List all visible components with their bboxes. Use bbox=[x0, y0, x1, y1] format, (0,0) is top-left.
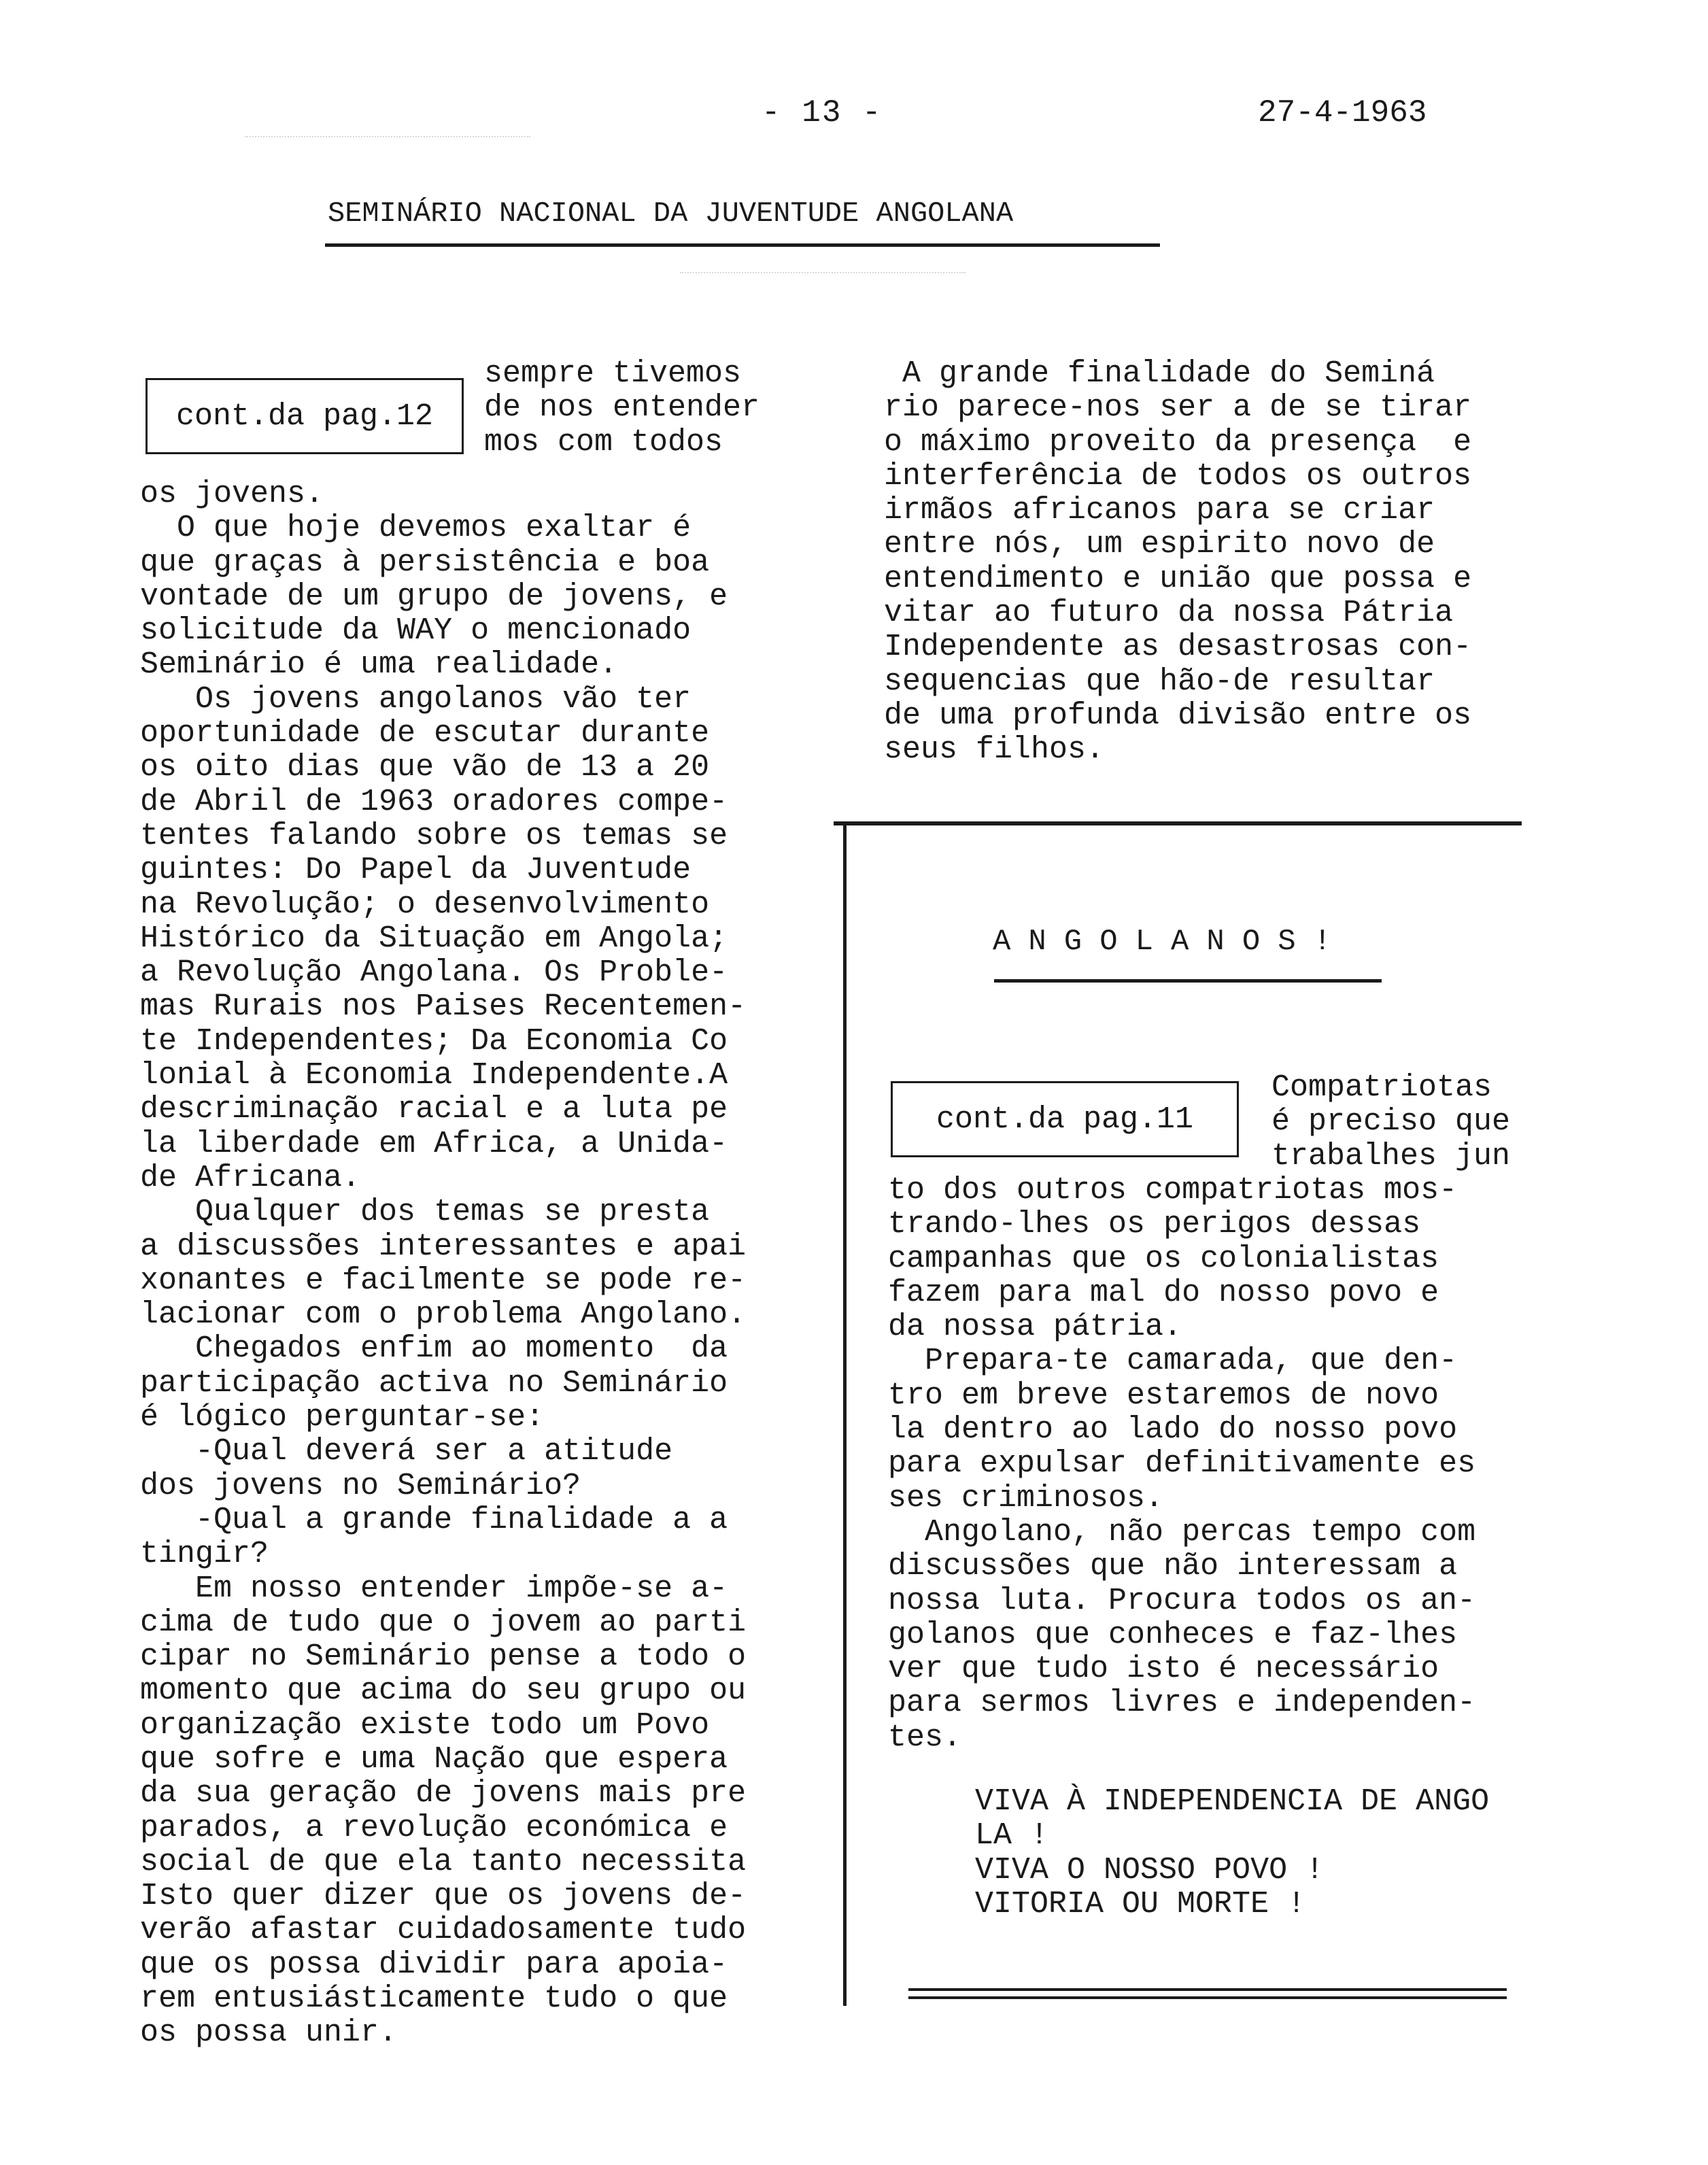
continuation-label: cont.da pag.12 bbox=[175, 398, 434, 434]
continuation-box bbox=[146, 378, 464, 454]
column-divider bbox=[843, 824, 847, 2006]
section-heading-underline bbox=[994, 979, 1382, 983]
left-column-intro: sempre tivemos de nos entender mos com todos bbox=[484, 356, 760, 460]
slogans: VIVA À INDEPENDENCIA DE ANGO LA ! VIVA O NOSSO POVO ! VITORIA OU MORTE ! bbox=[975, 1784, 1490, 1922]
closing-rule bbox=[908, 1988, 1507, 1991]
page-number: - 13 - bbox=[762, 95, 883, 131]
closing-rule bbox=[908, 1996, 1507, 1999]
page-title: SEMINÁRIO NACIONAL DA JUVENTUDE ANGOLANA bbox=[328, 197, 1014, 230]
page-date: 27-4-1963 bbox=[1258, 95, 1427, 131]
bleed-through-mark bbox=[680, 272, 966, 314]
bleed-through-mark bbox=[245, 136, 530, 178]
continuation-box bbox=[891, 1081, 1239, 1157]
left-column-body: os jovens. O que hoje devemos exaltar é que graças à persistência e boa vontade de um grupo de jovens, e solicitude da WAY o mencionado Seminário é uma realidade. Os jovens angolanos vão ter oportunidade de escutar durante os oito dias que vão de 13 a 20 de Abril de 1963 oradores compe- tentes falando sobre os temas se guintes: Do Papel da Juventude na Revolução; o desenvolvimento Histórico da Situação em Angola; a Revolução Angolana. Os Proble- mas Rurais nos Paises Recentemen- te Independentes; Da Economia Co lonial à Economia Independente.A descriminação racial e a luta pe la liberdade em Africa, a Unida- de Africana. Qualquer dos temas se presta a discussões interessantes e apai xonantes e facilmente se pode re- lacionar com o problema Angolano. Chegados enfim ao momento da participação activa no Seminário é lógico perguntar-se: -Qual deverá ser a atitude dos jovens no Seminário? -Qual a grande finalidade a a tingir? Em nosso entender impõe-se a- cima de tudo que o jovem ao parti cipar no Seminário pense a todo o momento que acima do seu grupo ou organização existe todo um Povo que sofre e uma Nação que espera da sua geração de jovens mais pre parados, a revolução económica e social de que ela tanto necessita Isto quer dizer que os jovens de- verão afastar cuidadosamente tudo que os possa dividir para apoia- rem entusiásticamente tudo o que os possa unir. bbox=[140, 477, 747, 2051]
continuation-label: cont.da pag.11 bbox=[936, 1102, 1194, 1137]
section-top-rule bbox=[834, 821, 1522, 825]
section-intro: Compatriotas é preciso que trabalhes jun bbox=[1271, 1070, 1511, 1174]
title-underline bbox=[325, 243, 1160, 247]
section-heading: ANGOLANOS! bbox=[993, 925, 1350, 959]
section-body: to dos outros compatriotas mos- trando-lhes os perigos dessas campanhas que os colonialistas fazem para mal do nosso povo e da nossa pátria. Prepara-te camarada, que den- tro em breve estaremos de novo la dentro ao lado do nosso povo para expulsar definitivamente es ses criminosos. Angolano, não percas tempo com discussões que não interessam a nossa luta. Procura todos os an- golanos que conheces e faz-lhes ver que tudo isto é necessário para sermos livres e independen- tes. bbox=[888, 1173, 1476, 1755]
right-column-article: A grande finalidade do Seminá rio parece-nos ser a de se tirar o máximo proveito da presença e interferência de todos os outros irmãos africanos para se criar entre nós, um espirito novo de entendimento e união que possa e vitar ao futuro da nossa Pátria Independente as desastrosas con- sequencias que hão-de resultar de uma profunda divisão entre os seus filhos. bbox=[884, 356, 1472, 768]
